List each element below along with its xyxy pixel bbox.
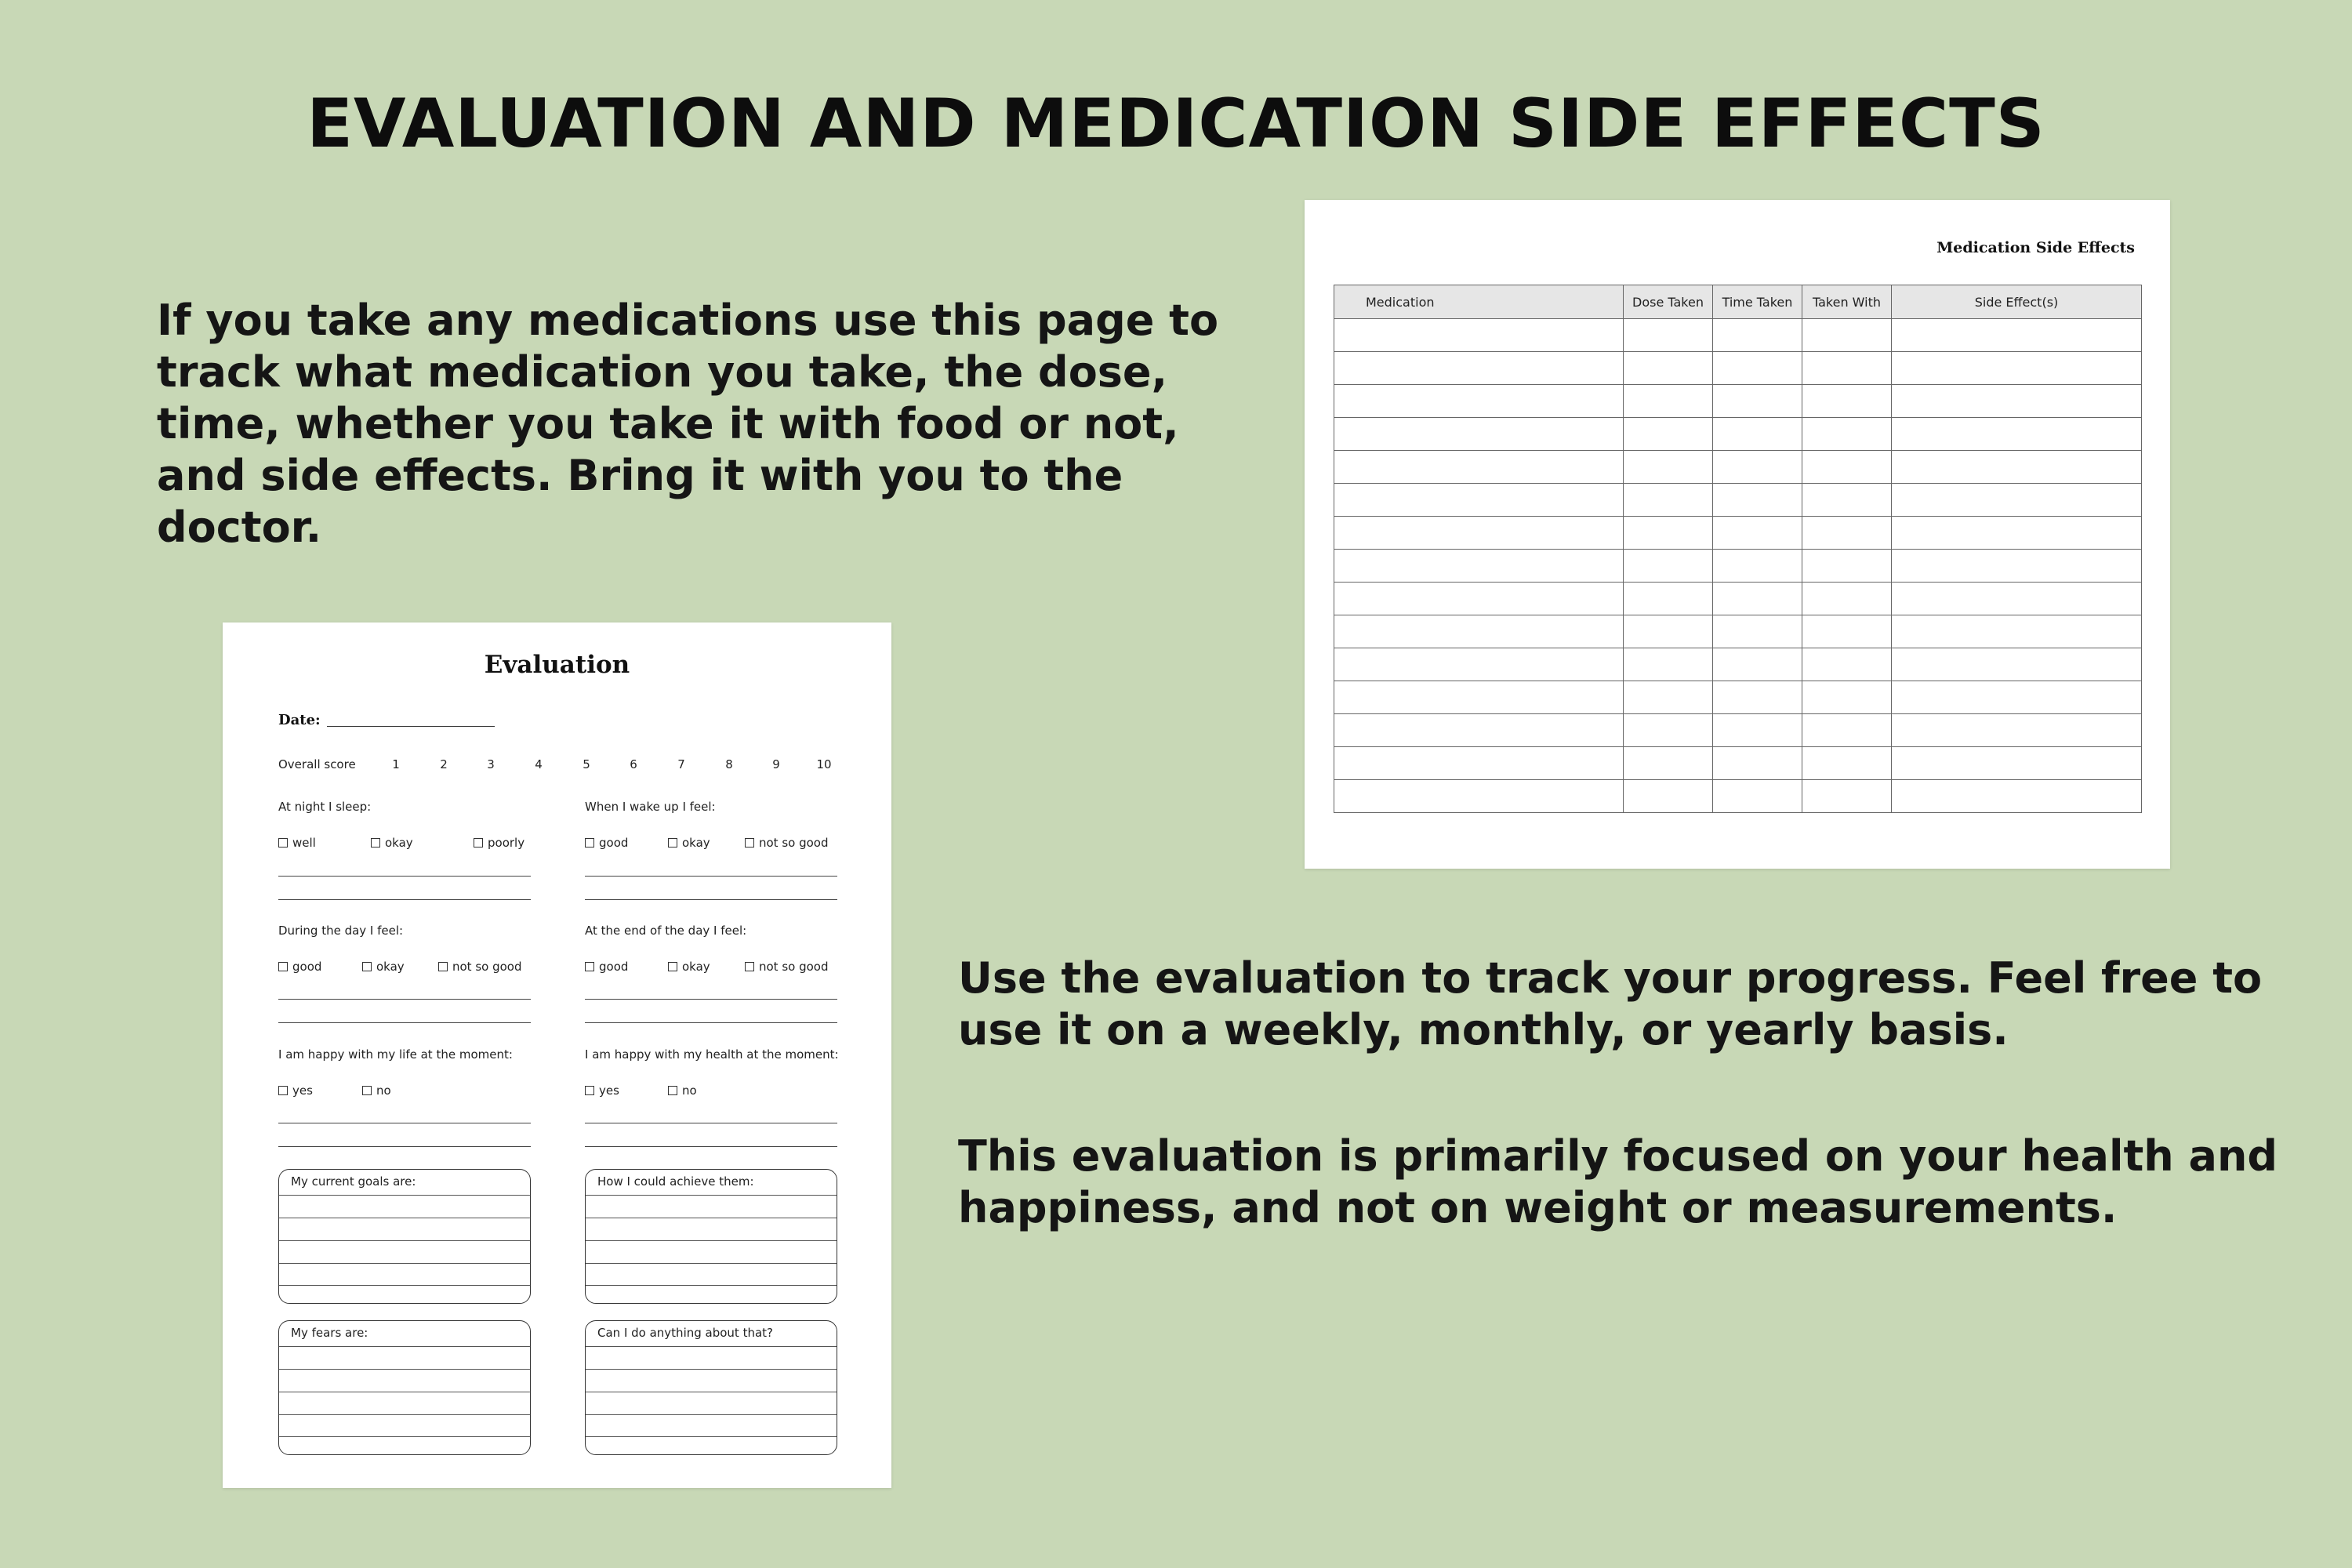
date-label: Date: <box>278 712 321 728</box>
write-line <box>278 1146 531 1147</box>
table-cell[interactable] <box>1802 484 1892 517</box>
checkbox[interactable] <box>585 838 594 848</box>
option-poorly[interactable]: poorly <box>474 836 524 850</box>
overall-score-label: Overall score <box>278 757 356 771</box>
table-cell[interactable] <box>1624 615 1713 648</box>
box-label: How I could achieve them: <box>597 1174 754 1189</box>
table-cell[interactable] <box>1802 418 1892 451</box>
table-cell[interactable] <box>1802 583 1892 615</box>
table-cell[interactable] <box>1802 451 1892 484</box>
date-line <box>327 726 495 727</box>
table-cell[interactable] <box>1802 615 1892 648</box>
score-option: 3 <box>487 757 495 771</box>
box-label: My fears are: <box>291 1326 368 1340</box>
option-okay[interactable]: okay <box>362 960 405 974</box>
score-option: 9 <box>772 757 780 771</box>
option-good[interactable]: good <box>278 960 321 974</box>
table-cell[interactable] <box>1334 385 1624 418</box>
checkbox[interactable] <box>278 838 288 848</box>
write-line <box>278 899 531 900</box>
option-okay[interactable]: okay <box>668 960 710 974</box>
question-label-during-day: During the day I feel: <box>278 924 404 938</box>
option-yes[interactable]: yes <box>585 1083 619 1098</box>
checkbox[interactable] <box>585 962 594 971</box>
table-cell[interactable] <box>1334 615 1624 648</box>
table-row <box>1334 615 2142 648</box>
table-cell[interactable] <box>1713 583 1802 615</box>
checkbox[interactable] <box>585 1086 594 1095</box>
table-cell[interactable] <box>1802 648 1892 681</box>
score-option: 4 <box>535 757 543 771</box>
checkbox[interactable] <box>745 962 754 971</box>
table-cell[interactable] <box>1713 484 1802 517</box>
table-cell[interactable] <box>1892 714 2142 747</box>
table-cell[interactable] <box>1713 517 1802 550</box>
column-header-time-taken: Time Taken <box>1713 285 1802 319</box>
table-cell[interactable] <box>1713 451 1802 484</box>
table-cell[interactable] <box>1624 319 1713 352</box>
table-row <box>1334 451 2142 484</box>
table-cell[interactable] <box>1713 615 1802 648</box>
table-cell[interactable] <box>1892 451 2142 484</box>
checkbox[interactable] <box>438 962 448 971</box>
table-cell[interactable] <box>1624 780 1713 813</box>
option-well[interactable]: well <box>278 836 316 850</box>
write-line <box>586 1195 837 1196</box>
fears-box[interactable] <box>278 1320 531 1455</box>
write-line <box>585 999 837 1000</box>
table-row <box>1334 681 2142 714</box>
score-option: 8 <box>725 757 733 771</box>
option-not-so-good[interactable]: not so good <box>745 960 829 974</box>
table-cell[interactable] <box>1624 747 1713 780</box>
table-cell[interactable] <box>1892 648 2142 681</box>
write-line <box>279 1414 530 1415</box>
table-row <box>1334 484 2142 517</box>
table-cell[interactable] <box>1802 517 1892 550</box>
score-option: 5 <box>583 757 590 771</box>
checkbox[interactable] <box>668 1086 677 1095</box>
checkbox[interactable] <box>745 838 754 848</box>
checkbox[interactable] <box>668 962 677 971</box>
score-option: 7 <box>677 757 685 771</box>
write-line <box>279 1285 530 1286</box>
option-good[interactable]: good <box>585 960 628 974</box>
table-cell[interactable] <box>1892 319 2142 352</box>
table-cell[interactable] <box>1713 648 1802 681</box>
can-i-do-anything-box[interactable] <box>585 1320 837 1455</box>
table-cell[interactable] <box>1624 484 1713 517</box>
write-line <box>278 1022 531 1023</box>
table-cell[interactable] <box>1334 352 1624 385</box>
table-cell[interactable] <box>1624 583 1713 615</box>
question-label-wake-up: When I wake up I feel: <box>585 800 716 814</box>
table-cell[interactable] <box>1624 352 1713 385</box>
table-row <box>1334 714 2142 747</box>
write-line <box>585 1022 837 1023</box>
table-row <box>1334 583 2142 615</box>
table-cell[interactable] <box>1713 352 1802 385</box>
write-line <box>586 1414 837 1415</box>
write-line <box>278 876 531 877</box>
page-heading: EVALUATION AND MEDICATION SIDE EFFECTS <box>307 85 2045 163</box>
checkbox[interactable] <box>278 962 288 971</box>
table-cell[interactable] <box>1713 385 1802 418</box>
table-cell[interactable] <box>1802 714 1892 747</box>
table-cell[interactable] <box>1624 517 1713 550</box>
score-option: 10 <box>816 757 832 771</box>
table-cell[interactable] <box>1802 319 1892 352</box>
table-cell[interactable] <box>1334 714 1624 747</box>
question-label-happy-health: I am happy with my health at the moment: <box>585 1047 839 1062</box>
table-cell[interactable] <box>1334 517 1624 550</box>
write-line <box>585 876 837 877</box>
current-goals-box[interactable] <box>278 1169 531 1304</box>
table-cell[interactable] <box>1892 780 2142 813</box>
table-row <box>1334 418 2142 451</box>
table-cell[interactable] <box>1892 385 2142 418</box>
table-cell[interactable] <box>1892 583 2142 615</box>
box-label: Can I do anything about that? <box>597 1326 773 1340</box>
checkbox[interactable] <box>474 838 483 848</box>
write-line <box>279 1346 530 1347</box>
table-cell[interactable] <box>1334 451 1624 484</box>
table-row <box>1334 747 2142 780</box>
table-cell[interactable] <box>1802 385 1892 418</box>
medications-description: If you take any medications use this page to track what medication you take, the dose, time, whether you take it with food or not, and side effects. Bring it with you to the doctor. <box>157 296 1219 552</box>
write-line <box>279 1369 530 1370</box>
table-cell[interactable] <box>1334 747 1624 780</box>
table-row <box>1334 352 2142 385</box>
table-cell[interactable] <box>1802 352 1892 385</box>
write-line <box>586 1369 837 1370</box>
write-line <box>585 1146 837 1147</box>
column-header-medication: Medication <box>1334 285 1624 319</box>
table-cell[interactable] <box>1713 747 1802 780</box>
box-label: My current goals are: <box>291 1174 416 1189</box>
option-okay[interactable]: okay <box>371 836 413 850</box>
table-cell[interactable] <box>1802 747 1892 780</box>
question-label-happy-life: I am happy with my life at the moment: <box>278 1047 513 1062</box>
table-cell[interactable] <box>1334 583 1624 615</box>
write-line <box>279 1263 530 1264</box>
checkbox[interactable] <box>668 838 677 848</box>
option-not-so-good[interactable]: not so good <box>745 836 829 850</box>
checkbox[interactable] <box>278 1086 288 1095</box>
evaluation-description: Use the evaluation to track your progress. Feel free to use it on a weekly, monthly, or yearly basis. <box>958 953 2263 1054</box>
table-row <box>1334 648 2142 681</box>
write-line <box>586 1346 837 1347</box>
checkbox[interactable] <box>371 838 380 848</box>
option-okay[interactable]: okay <box>668 836 710 850</box>
table-cell[interactable] <box>1624 385 1713 418</box>
table-cell[interactable] <box>1713 714 1802 747</box>
table-cell[interactable] <box>1892 681 2142 714</box>
option-yes[interactable]: yes <box>278 1083 313 1098</box>
option-good[interactable]: good <box>585 836 628 850</box>
score-option: 6 <box>630 757 637 771</box>
score-option: 1 <box>392 757 400 771</box>
table-cell[interactable] <box>1624 451 1713 484</box>
write-line <box>279 1436 530 1437</box>
table-cell[interactable] <box>1713 780 1802 813</box>
question-label-night-sleep: At night I sleep: <box>278 800 372 814</box>
table-cell[interactable] <box>1334 418 1624 451</box>
write-line <box>586 1240 837 1241</box>
medication-side-effects-sheet <box>1305 200 2170 869</box>
medication-sheet-title: Medication Side Effects <box>1936 239 2135 256</box>
column-header-dose-taken: Dose Taken <box>1624 285 1713 319</box>
option-no[interactable]: no <box>668 1083 697 1098</box>
table-row <box>1334 385 2142 418</box>
table-cell[interactable] <box>1624 714 1713 747</box>
table-cell[interactable] <box>1713 681 1802 714</box>
checkbox[interactable] <box>362 1086 372 1095</box>
table-cell[interactable] <box>1802 780 1892 813</box>
medication-table <box>1334 285 2142 813</box>
write-line <box>279 1240 530 1241</box>
table-cell[interactable] <box>1892 352 2142 385</box>
write-line <box>586 1263 837 1264</box>
table-cell[interactable] <box>1334 550 1624 583</box>
table-cell[interactable] <box>1713 418 1802 451</box>
table-cell[interactable] <box>1334 648 1624 681</box>
table-row <box>1334 780 2142 813</box>
write-line <box>279 1195 530 1196</box>
table-cell[interactable] <box>1334 681 1624 714</box>
table-cell[interactable] <box>1334 484 1624 517</box>
table-cell[interactable] <box>1892 418 2142 451</box>
table-cell[interactable] <box>1334 780 1624 813</box>
option-not-so-good[interactable]: not so good <box>438 960 522 974</box>
table-cell[interactable] <box>1624 681 1713 714</box>
write-line <box>586 1436 837 1437</box>
focus-description: This evaluation is primarily focused on your health and happiness, and not on weight or measurements. <box>958 1131 2278 1232</box>
question-label-end-of-day: At the end of the day I feel: <box>585 924 747 938</box>
table-cell[interactable] <box>1334 319 1624 352</box>
score-option: 2 <box>440 757 448 771</box>
table-cell[interactable] <box>1892 484 2142 517</box>
table-cell[interactable] <box>1892 747 2142 780</box>
table-cell[interactable] <box>1624 418 1713 451</box>
table-row <box>1334 319 2142 352</box>
table-cell[interactable] <box>1713 550 1802 583</box>
evaluation-sheet <box>223 622 891 1488</box>
column-header-side-effects: Side Effect(s) <box>1892 285 2142 319</box>
checkbox[interactable] <box>362 962 372 971</box>
table-cell[interactable] <box>1624 550 1713 583</box>
table-cell[interactable] <box>1713 319 1802 352</box>
write-line <box>586 1285 837 1286</box>
column-header-taken-with: Taken With <box>1802 285 1892 319</box>
table-cell[interactable] <box>1892 517 2142 550</box>
table-row <box>1334 550 2142 583</box>
table-cell[interactable] <box>1802 550 1892 583</box>
medication-table-header <box>1334 285 2142 319</box>
table-row <box>1334 517 2142 550</box>
table-cell[interactable] <box>1624 648 1713 681</box>
achieve-goals-box[interactable] <box>585 1169 837 1304</box>
evaluation-title: Evaluation <box>484 651 630 679</box>
table-cell[interactable] <box>1892 615 2142 648</box>
table-cell[interactable] <box>1892 550 2142 583</box>
option-no[interactable]: no <box>362 1083 391 1098</box>
table-cell[interactable] <box>1802 681 1892 714</box>
write-line <box>278 999 531 1000</box>
write-line <box>585 899 837 900</box>
